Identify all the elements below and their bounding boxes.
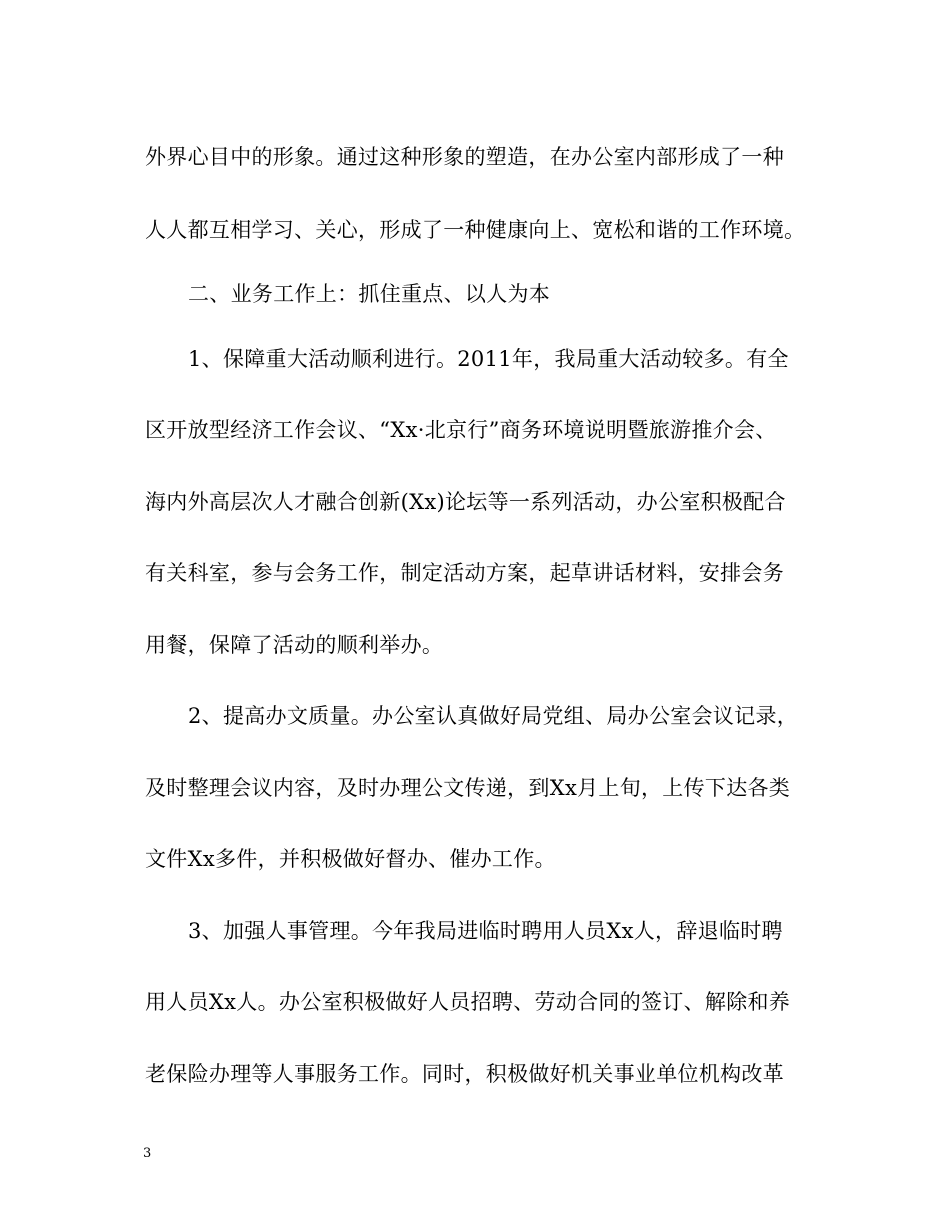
body-text-line: 区开放型经济工作会议、“Xx·北京行”商务环境说明暨旅游推介会、 [145,418,777,442]
section-heading: 二、业务工作上：抓住重点、以人为本 [188,282,551,306]
body-text-line: 有关科室，参与会务工作，制定活动方案，起草讲话材料，安排会务 [145,561,784,585]
body-text-line: 老保险办理等人事服务工作。同时，积极做好机关事业单位机构改革 [145,1062,784,1086]
body-text-line: 3、加强人事管理。今年我局进临时聘用人员Xx人，辞退临时聘 [188,919,783,943]
body-text-line: 人人都互相学习、关心，形成了一种健康向上、宽松和谐的工作环境。 [145,218,806,242]
body-text-line: 1、保障重大活动顺利进行。2011年，我局重大活动较多。有全 [188,347,789,371]
body-text-line: 文件Xx多件，并积极做好督办、催办工作。 [145,847,556,871]
body-text-line: 用餐，保障了活动的顺利举办。 [145,633,444,657]
body-text-line: 用人员Xx人。办公室积极做好人员招聘、劳动合同的签订、解除和养 [145,990,791,1014]
body-text-line: 海内外高层次人才融合创新(Xx)论坛等一系列活动，办公室积极配合 [145,490,786,514]
body-text-line: 及时整理会议内容，及时办理公文传递，到Xx月上旬，上传下达各类 [145,776,791,800]
page-number: 3 [143,1146,152,1161]
body-text-line: 2、提高办文质量。办公室认真做好局党组、局办公室会议记录， [188,704,799,728]
body-text-line: 外界心目中的形象。通过这种形象的塑造，在办公室内部形成了一种 [145,145,784,169]
